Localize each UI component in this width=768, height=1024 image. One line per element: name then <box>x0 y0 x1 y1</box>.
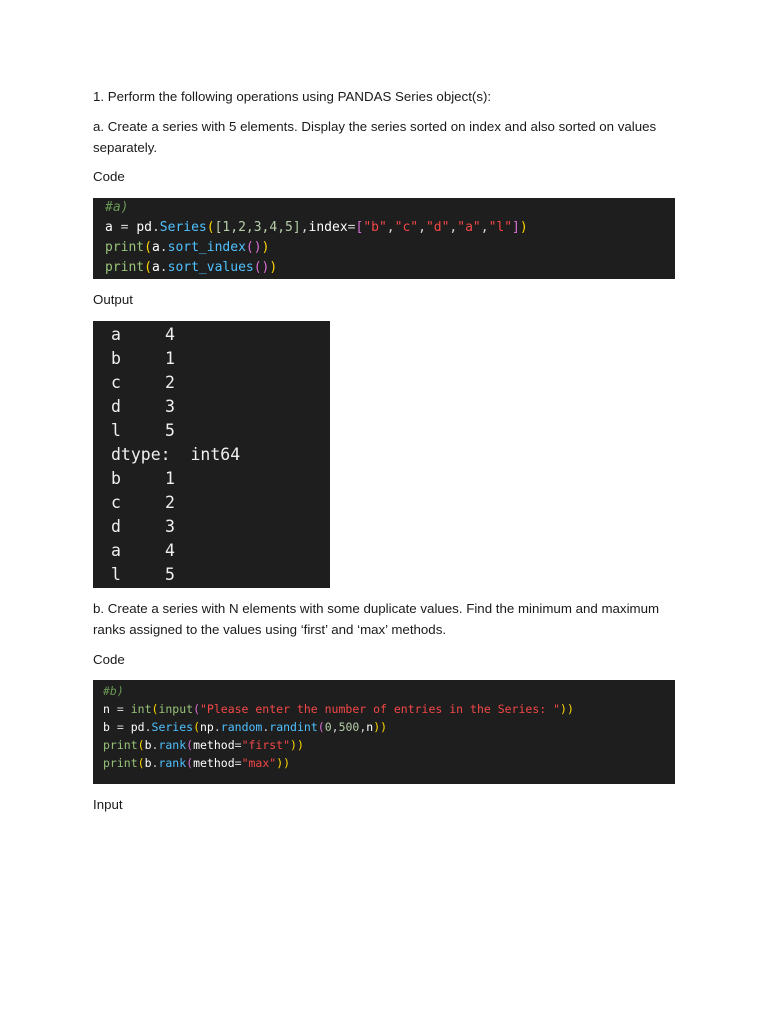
code-token: , <box>300 220 309 235</box>
code-token: = <box>234 756 242 770</box>
code-token: rank <box>158 756 187 770</box>
output-row <box>93 371 330 395</box>
code-block-b <box>93 680 675 784</box>
code-token: ( <box>193 702 200 716</box>
output-value: 4 <box>165 541 175 560</box>
output-value: 3 <box>165 397 175 416</box>
code-token: "l" <box>488 220 513 235</box>
output-row <box>93 347 330 371</box>
code-token: )) <box>560 702 574 716</box>
code-token: , <box>331 720 339 734</box>
output-value: 1 <box>165 469 175 488</box>
output-key: c <box>111 373 121 392</box>
code-token: ) <box>519 220 528 235</box>
code-token: "first" <box>241 738 291 752</box>
code-token: b <box>144 738 152 752</box>
output-value: 5 <box>165 565 175 584</box>
output-value: 2 <box>165 493 175 512</box>
question-1-title: 1. Perform the following operations using PANDAS Series object(s): <box>93 89 492 104</box>
output-row <box>93 419 330 443</box>
code-token: () <box>245 240 262 255</box>
code-token: "Please enter the number of entries in the Series: " <box>200 702 561 716</box>
code-token: int <box>130 702 152 716</box>
code-token: method <box>193 756 235 770</box>
code-line <box>103 737 304 755</box>
code-token: "c" <box>394 220 419 235</box>
code-token: . <box>151 738 159 752</box>
output-value: 5 <box>165 421 175 440</box>
code-token: ( <box>317 720 325 734</box>
output-key: c <box>111 493 121 512</box>
code-token: "b" <box>363 220 387 235</box>
output-row <box>93 539 330 563</box>
code-token: random <box>220 720 263 734</box>
code-token: )) <box>373 720 388 734</box>
output-row <box>93 515 330 539</box>
code-token: print <box>103 738 138 752</box>
code-token: b <box>144 756 152 770</box>
code-token: . <box>151 220 160 235</box>
code-line <box>103 719 387 737</box>
output-console <box>93 321 330 588</box>
code-token: "d" <box>425 220 450 235</box>
code-line <box>105 238 269 258</box>
code-token: )) <box>276 756 291 770</box>
code-token: , <box>359 720 367 734</box>
code-token: print <box>105 240 145 255</box>
code-token: , <box>449 220 458 235</box>
output-key: d <box>111 517 121 536</box>
code-comment: #a) <box>105 200 129 215</box>
output-label: Output <box>93 292 133 307</box>
output-row <box>93 323 330 347</box>
code-line <box>103 683 124 701</box>
code-token: ( <box>137 738 145 752</box>
code-line <box>103 701 574 719</box>
code-token: . <box>262 720 270 734</box>
output-dtype-row <box>93 443 330 467</box>
output-row <box>93 467 330 491</box>
code-token: rank <box>158 738 187 752</box>
output-key: d <box>111 397 121 416</box>
code-token: , <box>480 220 489 235</box>
output-value: 4 <box>165 325 175 344</box>
code-token: print <box>105 260 145 275</box>
output-key: a <box>111 325 121 344</box>
code-token: = <box>347 220 356 235</box>
code-line <box>105 258 277 278</box>
code-token: . <box>159 240 168 255</box>
code-token: print <box>103 756 138 770</box>
code-token: ) <box>261 240 270 255</box>
code-token: n <box>103 702 110 716</box>
code-token: . <box>213 720 221 734</box>
input-label: Input <box>93 797 123 812</box>
code-token: 500 <box>338 720 360 734</box>
output-key: b <box>111 349 121 368</box>
code-line <box>103 755 290 773</box>
code-token: . <box>159 260 168 275</box>
code-token: = <box>112 220 137 235</box>
code-token: ( <box>186 738 194 752</box>
code-token: = <box>109 702 131 716</box>
code-token: = <box>109 720 131 734</box>
code-token: 0 <box>324 720 332 734</box>
part-a-description: a. Create a series with 5 elements. Display the series sorted on index and also sorted on values separately. <box>93 119 657 155</box>
code-token: method <box>193 738 235 752</box>
output-row <box>93 491 330 515</box>
code-token: a <box>105 220 113 235</box>
code-token: ( <box>206 220 215 235</box>
output-value: 1 <box>165 349 175 368</box>
code-token: ( <box>144 260 152 275</box>
output-value: 2 <box>165 373 175 392</box>
code-token: ( <box>186 756 194 770</box>
code-token: () <box>253 260 270 275</box>
code-token: ( <box>193 720 200 734</box>
code-token: )) <box>290 738 304 752</box>
output-key: l <box>111 565 121 584</box>
code-token: = <box>234 738 242 752</box>
code-token: a <box>151 260 160 275</box>
code-token: pd <box>130 720 145 734</box>
code-token: sort_values <box>167 260 254 275</box>
code-token: pd <box>136 220 152 235</box>
code-token: sort_index <box>167 240 246 255</box>
code-token: ( <box>144 240 152 255</box>
output-row <box>93 563 330 587</box>
output-key: l <box>111 421 121 440</box>
code-token: Series <box>151 720 194 734</box>
code-token: ( <box>151 702 159 716</box>
code-token: [1,2,3,4,5] <box>214 220 301 235</box>
part-b-description: b. Create a series with N elements with some duplicate values. Find the minimum and maximum ranks assigned to the values using ‘first’ and ‘max’ methods. <box>93 601 660 637</box>
code-comment: #b) <box>103 684 124 698</box>
code-token: "max" <box>241 756 277 770</box>
code-token: input <box>158 702 194 716</box>
code-token: . <box>144 720 152 734</box>
code-block-a <box>93 198 675 279</box>
code-token: ( <box>137 756 145 770</box>
code-label-a: Code <box>93 169 125 184</box>
output-key: a <box>111 541 121 560</box>
output-dtype: dtype: int64 <box>111 445 241 464</box>
output-value: 3 <box>165 517 175 536</box>
code-token: . <box>151 756 159 770</box>
output-row <box>93 395 330 419</box>
code-line <box>105 198 128 218</box>
code-token: b <box>103 720 110 734</box>
code-token: randint <box>269 720 318 734</box>
code-label-b: Code <box>93 652 125 667</box>
code-token: ) <box>269 260 278 275</box>
code-token: , <box>386 220 395 235</box>
code-token: n <box>366 720 374 734</box>
code-token: np <box>200 720 214 734</box>
code-token: index <box>308 220 348 235</box>
code-line <box>105 218 528 238</box>
code-token: "a" <box>457 220 481 235</box>
code-token: ] <box>512 220 520 235</box>
code-token: a <box>151 240 160 255</box>
code-token: Series <box>159 220 207 235</box>
output-key: b <box>111 469 121 488</box>
code-token: , <box>418 220 426 235</box>
code-token: [ <box>355 220 364 235</box>
